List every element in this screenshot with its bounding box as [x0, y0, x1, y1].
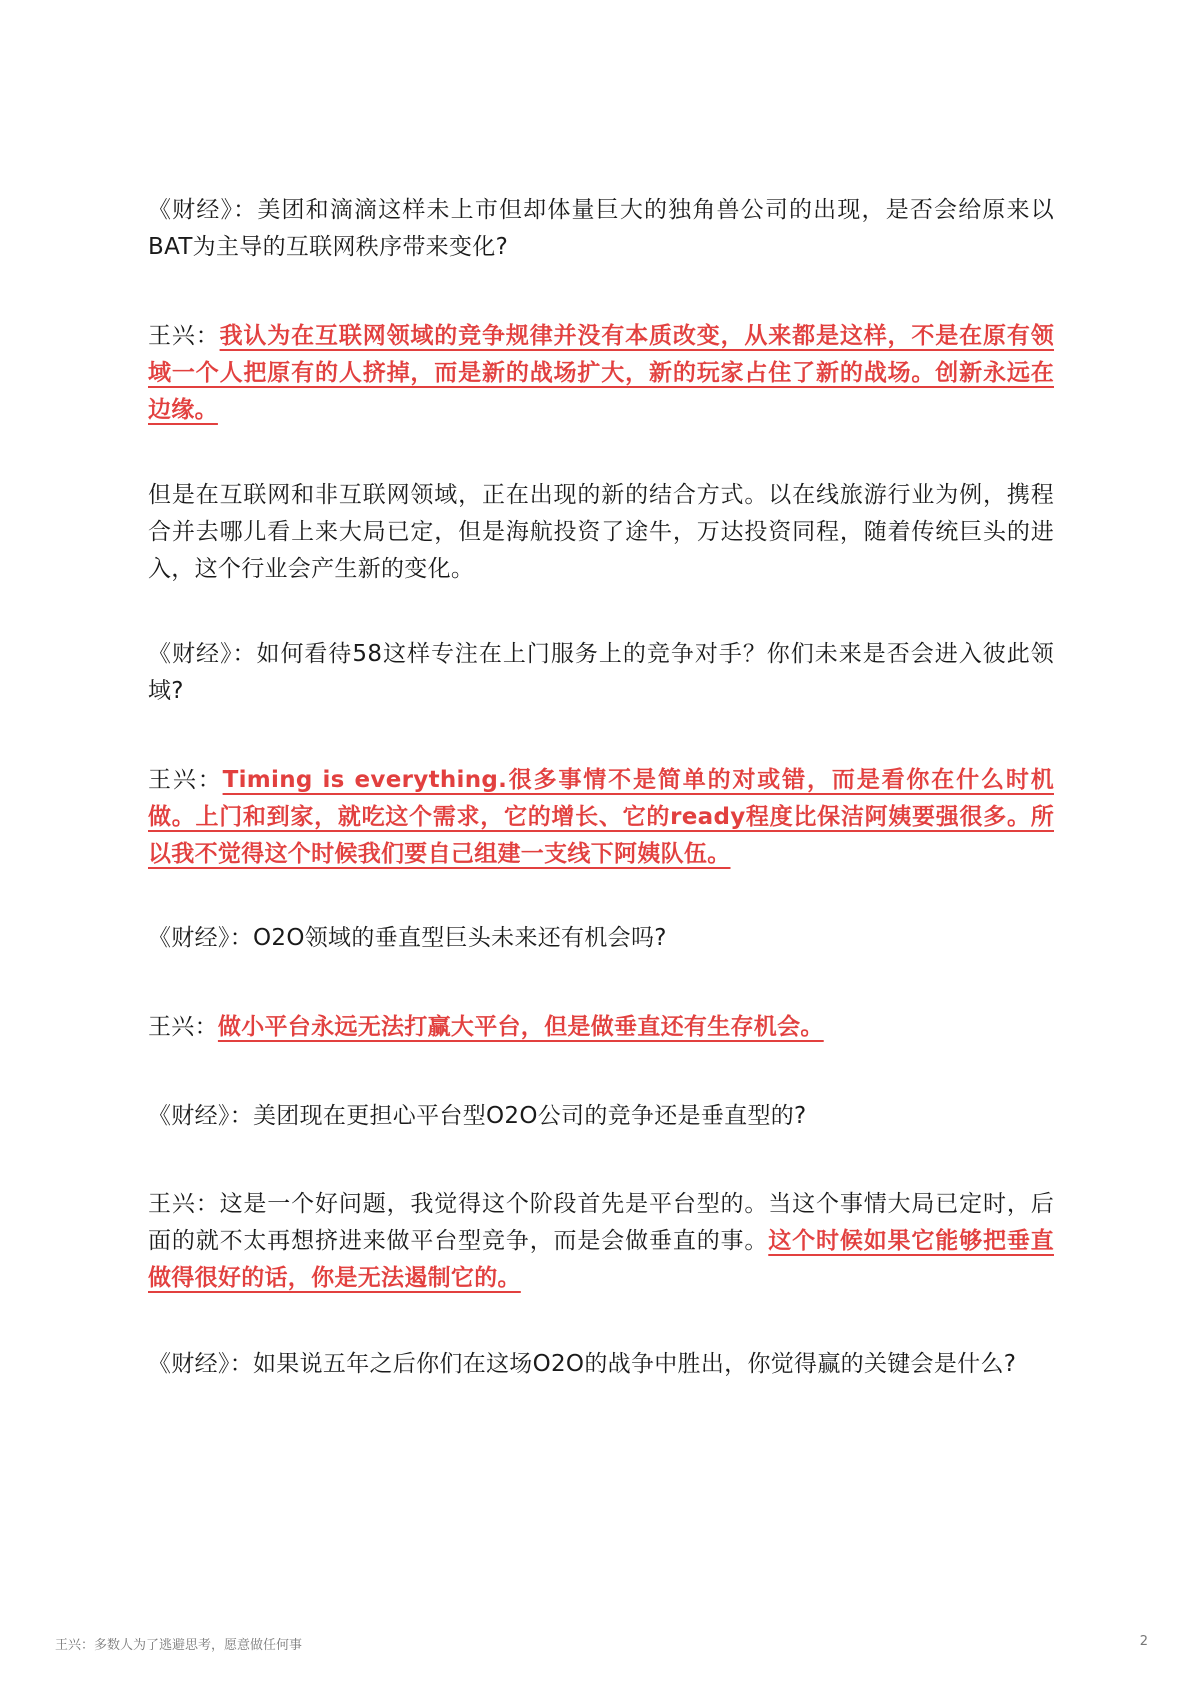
paragraph	[148, 636, 1054, 710]
paragraph	[148, 1098, 807, 1135]
paragraph	[148, 192, 1054, 266]
highlighted-text: 我认为在互联网领域的竞争规律并没有本质改变，从来都是这样，不是在原有领域一个人把原有的人挤掉，而是新的战场扩大，新的玩家占住了新的战场。创新永远在边缘。	[148, 323, 1055, 423]
text-run: 《财经》：如何看待58这样专注在上门服务上的竞争对手？你们未来是否会进入彼此领域?	[148, 641, 1054, 704]
highlighted-text: 这个时候如果它能够把垂直做得很好的话，你是无法遏制它的。	[148, 1228, 1054, 1291]
text-run: 王兴：	[148, 323, 220, 349]
paragraph	[148, 318, 1054, 429]
paragraph	[148, 1009, 824, 1046]
text-run: 但是在互联网和非互联网领域，正在出现的新的结合方式。以在线旅游行业为例，携程合并去哪儿看上来大局已定，但是海航投资了途牛，万达投资同程，随着传统巨头的进入，这个行业会产生新的变化。	[148, 482, 1054, 582]
paragraph	[148, 1186, 1054, 1297]
paragraph	[148, 477, 1054, 588]
paragraph	[148, 1346, 1016, 1383]
text-run: 《财经》：如果说五年之后你们在这场O2O的战争中胜出，你觉得赢的关键会是什么?	[148, 1351, 1017, 1377]
text-run: 《财经》：O2O领域的垂直型巨头未来还有机会吗?	[148, 925, 667, 951]
text-run: 王兴：	[148, 767, 223, 793]
paragraph	[148, 920, 667, 957]
text-run: 王兴：	[148, 1014, 218, 1040]
page-number: 2	[1139, 1634, 1148, 1649]
text-run: 《财经》：美团现在更担心平台型O2O公司的竞争还是垂直型的?	[148, 1103, 807, 1129]
highlighted-text: 做小平台永远无法打赢大平台，但是做垂直还有生存机会。	[217, 1014, 824, 1040]
text-run: 《财经》：美团和滴滴这样未上市但却体量巨大的独角兽公司的出现，是否会给原来以BAT为主导的互联网秩序带来变化?	[148, 197, 1054, 260]
highlighted-text: Timing is everything.很多事情不是简单的对或错，而是看你在什么时机做。上门和到家，就吃这个需求，它的增长、它的ready程度比保洁阿姨要强很多。所以我不觉得这个时候我们要自己组建一支线下阿姨队伍。	[148, 767, 1054, 867]
paragraph	[148, 762, 1054, 873]
footer-title: 王兴：多数人为了逃避思考，愿意做任何事	[55, 1638, 303, 1653]
text-run: 王兴：这是一个好问题，我觉得这个阶段首先是平台型的。当这个事情大局已定时，后面的就不太再想挤进来做平台型竞争，而是会做垂直的事。	[148, 1191, 1054, 1254]
page-footer	[55, 1634, 1148, 1653]
